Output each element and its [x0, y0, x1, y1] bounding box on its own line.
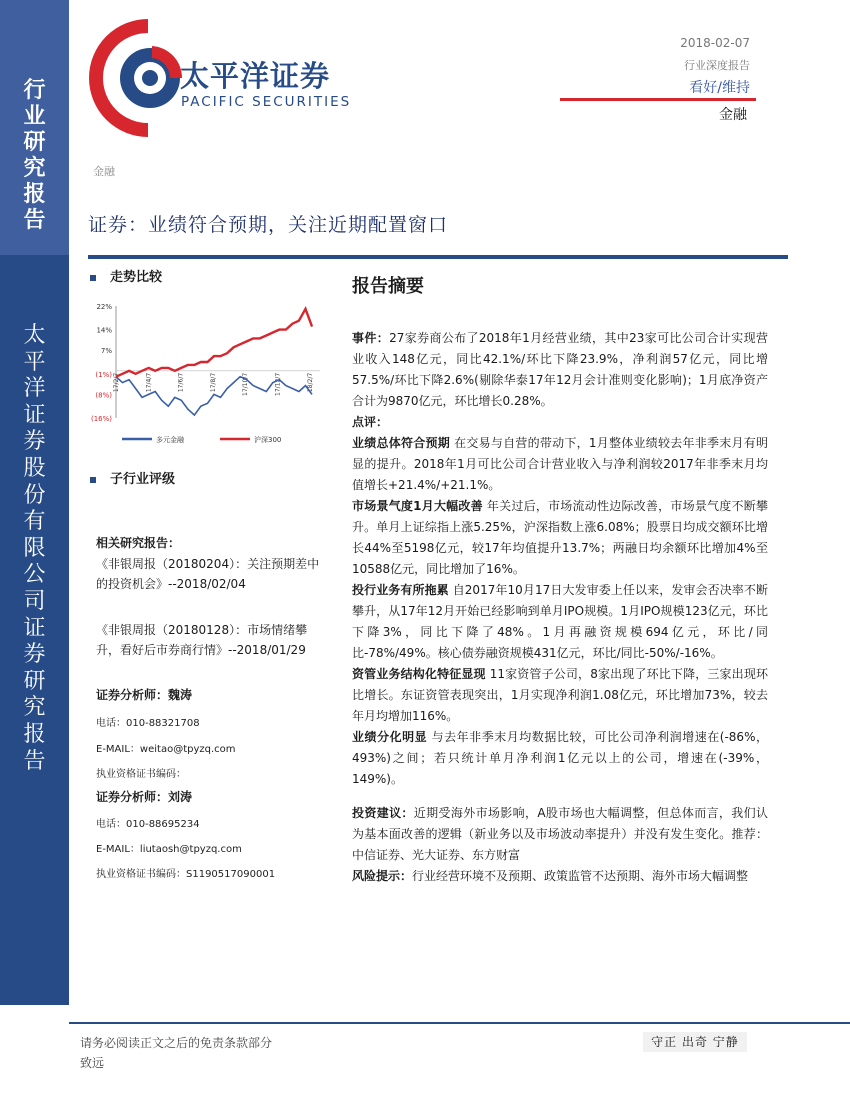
- footer-divider: [69, 1022, 850, 1024]
- paragraph-lead: 事件：: [352, 331, 390, 345]
- analyst-name: 证券分析师：魏涛: [96, 688, 193, 702]
- sidebar-char: 研: [23, 668, 46, 694]
- report-date: 2018-02-07: [680, 36, 750, 50]
- sidebar-char: 报: [23, 182, 46, 207]
- disclaimer-text: 请务必阅读正文之后的免责条款部分: [80, 1036, 273, 1050]
- sidebar-report-type-label: [0, 78, 69, 234]
- trend-heading: [90, 266, 162, 285]
- footer-motto: 守正 出奇 宁静: [643, 1032, 747, 1052]
- sidebar-company-label: [0, 323, 69, 775]
- chart-x-tick-label: 17/2/7: [113, 372, 120, 393]
- abstract-paragraph: [352, 664, 768, 727]
- sector-tag: 金融: [93, 165, 115, 178]
- paragraph-lead: 风险提示：: [352, 869, 413, 883]
- paragraph-lead: 投资建议：: [352, 806, 414, 820]
- bullet-square-icon: [90, 477, 96, 483]
- chart-legend-label: 多元金融: [156, 436, 184, 444]
- sidebar-char: 报: [23, 721, 46, 747]
- trend-chart-svg: [88, 296, 328, 451]
- chart-x-tick-label: 17/12/7: [274, 372, 282, 396]
- chart-series-line: [116, 309, 312, 377]
- analyst-email[interactable]: E-MAIL：weitao@tpyzq.com: [96, 744, 236, 755]
- paragraph-lead: 点评：: [352, 415, 389, 429]
- related-report-link[interactable]: 《非银周报（20180204）：关注预期差中的投资机会》--2018/02/04: [96, 557, 320, 591]
- analyst-cert: 执业资格证书编码：: [96, 769, 186, 780]
- paragraph-gap: [352, 790, 768, 803]
- trend-heading-label: 走势比较: [110, 270, 163, 285]
- footer-disclaimer: [80, 1033, 272, 1073]
- logo-text-cn: 太平洋证券: [180, 59, 331, 93]
- abstract-body: [352, 328, 768, 887]
- abstract-paragraph: [352, 580, 768, 664]
- abstract-paragraph: [352, 412, 768, 433]
- sidebar-char: 洋: [23, 376, 46, 402]
- paragraph-text: 27家券商公布了2018年1月经营业绩，其中23家可比公司合计实现营业收入148亿元，同比42.1%/环比下降23.9%，净利润57亿元，同比增57.5%/环比下降2.6%(剔除华泰17年12月会计准则变化影响)；1月底净资产合计为9870亿元，环比增长0.28%。: [352, 331, 768, 408]
- abstract-paragraph: [352, 803, 768, 866]
- related-report-link[interactable]: 《非银周报（20180128）：市场情绪攀升，看好后市券商行情》--2018/01/29: [96, 623, 308, 657]
- analyst-phone: 电话：010-88321708: [96, 718, 200, 729]
- paragraph-lead: 业绩分化明显: [352, 730, 428, 744]
- sidebar-char: 司: [23, 588, 46, 614]
- paragraph-text: 近期受海外市场影响，A股市场也大幅调整，但总体而言，我们认为基本面改善的逻辑（新业务以及市场波动率提升）并没有发生变化。推荐：中信证券、光大证券、东方财富: [352, 806, 768, 862]
- header-sector: 金融: [719, 107, 747, 123]
- paragraph-text: 与去年非季末月均数据比较，可比公司净利润增速在(-86%，493%)之间；若只统计单月净利润1亿元以上的公司，增速在(-39%，149%)。: [352, 730, 768, 786]
- sidebar-char: 证: [23, 402, 46, 428]
- trend-chart: [88, 296, 328, 451]
- report-type: 行业深度报告: [684, 59, 750, 72]
- chart-y-tick-label: 7%: [100, 347, 112, 356]
- analyst-name: 证券分析师：刘涛: [96, 790, 193, 804]
- chart-legend-label: 沪深300: [254, 436, 282, 444]
- rating-heading: [90, 468, 175, 487]
- paragraph-lead: 业绩总体符合预期: [352, 436, 451, 450]
- sidebar-char: 太: [23, 323, 46, 348]
- sidebar-char: 有: [23, 509, 46, 535]
- page-title: 证券：业绩符合预期，关注近期配置窗口: [88, 214, 449, 236]
- sidebar-char: 究: [23, 695, 46, 721]
- sidebar-char: 股: [23, 455, 46, 481]
- sidebar-char: 证: [23, 615, 46, 641]
- abstract-paragraph: [352, 328, 768, 412]
- sidebar-char: 告: [23, 748, 46, 774]
- sidebar-char: 券: [23, 642, 46, 668]
- abstract-paragraph: [352, 433, 768, 496]
- abstract-heading: 报告摘要: [352, 276, 424, 297]
- motto-left: 致远: [80, 1056, 105, 1070]
- rating: 看好/维持: [689, 80, 750, 96]
- sidebar-char: 业: [23, 104, 46, 129]
- title-divider: [88, 255, 788, 259]
- chart-y-tick-label: (1%): [95, 370, 112, 379]
- sidebar-char: 行: [23, 78, 46, 103]
- sidebar-char: 研: [23, 130, 46, 155]
- paragraph-lead: 投行业务有所拖累: [352, 583, 449, 597]
- sidebar-char: 告: [23, 208, 46, 233]
- sidebar-char: 限: [23, 535, 46, 561]
- analyst-cert: 执业资格证书编码：S1190517090001: [96, 869, 276, 880]
- paragraph-text: 11家资管子公司，8家出现了环比下降，三家出现环比增长。东证资管表现突出，1月实现净利润1.08亿元，环比增加73%，较去年月均增加116%。: [352, 667, 768, 723]
- analyst-phone: 电话：010-88695234: [96, 819, 200, 830]
- paragraph-lead: 资管业务结构化特征显现: [352, 667, 486, 681]
- header-red-rule: [560, 98, 756, 101]
- abstract-paragraph: [352, 866, 768, 887]
- sidebar-char: 平: [23, 349, 46, 375]
- abstract-paragraph: [352, 496, 768, 580]
- chart-x-tick-label: 18/2/7: [306, 372, 314, 393]
- chart-x-tick-label: 17/4/7: [145, 372, 153, 393]
- sidebar-char: 份: [23, 482, 46, 508]
- paragraph-text: 自2017年10月17日大发审委上任以来，发审会否决率不断攀升，从17年12月开始已经影响到单月IPO规模。1月IPO规模123亿元，环比下降3%，同比下降了48%。1月再融资规模694亿元，环比/同比-78%/49%。核心债券融资规模431亿元，环比/同比-50%/-16%。: [352, 583, 768, 660]
- bullet-square-icon: [90, 275, 96, 281]
- paragraph-lead: 市场景气度1月大幅改善: [352, 499, 483, 513]
- abstract-paragraph: [352, 727, 768, 790]
- chart-y-tick-label: (16%): [90, 415, 112, 423]
- chart-y-tick-label: 14%: [96, 326, 112, 335]
- company-logo: [88, 18, 368, 138]
- chart-x-tick-label: 17/6/7: [177, 372, 185, 393]
- paragraph-text: 行业经营环境不及预期、政策监管不达预期、海外市场大幅调整: [412, 869, 749, 883]
- logo-text-en: PACIFIC SECURITIES: [181, 94, 352, 110]
- sidebar-char: 券: [23, 429, 46, 455]
- rating-heading-label: 子行业评级: [110, 472, 176, 487]
- sidebar-char: 公: [23, 562, 46, 588]
- chart-y-tick-label: (8%): [95, 391, 112, 400]
- paragraph-text: 在交易与自营的带动下，1月整体业绩较去年非季末月有明显的提升。2018年1月可比公司合计营业收入与净利润较2017年非季末月均值增长+21.4%/+21.1%。: [352, 436, 768, 492]
- chart-x-tick-label: 17/10/7: [242, 372, 250, 396]
- chart-x-tick-label: 17/8/7: [209, 372, 217, 393]
- analyst-email[interactable]: E-MAIL：liutaosh@tpyzq.com: [96, 844, 242, 855]
- chart-y-tick-label: 22%: [96, 303, 112, 311]
- paragraph-text: 年关过后，市场流动性边际改善，市场景气度不断攀升。单月上证综指上涨5.25%，沪深指数上涨6.08%；股票日均成交额环比增长44%至5198亿元，较17年均值提升13.7%；两融日均余额环比增加4%至10588亿元，同比增加了16%。: [352, 499, 768, 576]
- related-reports-label: 相关研究报告：: [96, 536, 181, 550]
- sidebar-char: 究: [23, 156, 46, 181]
